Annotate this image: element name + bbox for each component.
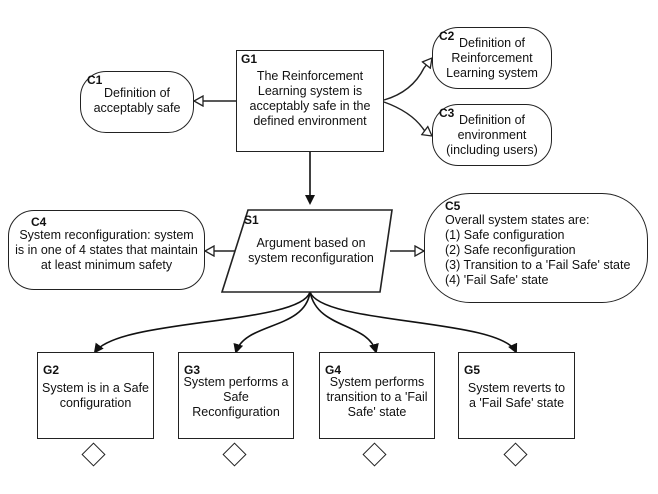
goal-g3[interactable] <box>178 352 294 439</box>
context-c5-item: (1) Safe configuration <box>445 228 565 242</box>
context-c4-id: C4 <box>31 215 47 229</box>
context-c2[interactable] <box>432 27 552 89</box>
goal-g3-text: System performs a Safe Reconfiguration <box>183 375 289 419</box>
link-g1-c2 <box>384 58 432 100</box>
context-c5-id: C5 <box>445 199 461 213</box>
context-c5-title: Overall system states are: <box>445 213 590 227</box>
strategy-s1-id: S1 <box>244 213 259 227</box>
goal-g4-id: G4 <box>325 363 342 377</box>
goal-g1[interactable] <box>236 50 384 152</box>
goal-g1-id: G1 <box>241 52 258 66</box>
strategy-s1-text: Argument based on system reconfiguration <box>248 236 374 265</box>
context-c4-text: System reconfiguration: system is in one of 4 states that maintain at least minimum safety <box>15 228 198 272</box>
goal-g4[interactable] <box>319 352 435 439</box>
context-c2-text: Definition of Reinforcement Learning system <box>446 36 538 80</box>
context-c3-id: C3 <box>439 106 455 120</box>
context-c3[interactable] <box>432 104 552 166</box>
context-c1-id: C1 <box>87 73 103 87</box>
context-c3-text: Definition of environment (including users) <box>446 113 538 157</box>
context-c5-item: (2) Safe reconfiguration <box>445 243 576 257</box>
goal-g5-text: System reverts to a 'Fail Safe' state <box>467 381 566 410</box>
context-c5[interactable] <box>424 193 648 303</box>
context-c5-item: (3) Transition to a 'Fail Safe' state <box>445 258 631 272</box>
context-c2-id: C2 <box>439 29 455 43</box>
goal-g5[interactable] <box>458 352 575 439</box>
goal-g3-id: G3 <box>184 363 201 377</box>
goal-g2-text: System is in a Safe configuration <box>42 381 149 410</box>
link-s1-g2 <box>95 292 310 352</box>
context-c1-text: Definition of acceptably safe <box>93 86 181 115</box>
link-g1-c3 <box>384 102 432 136</box>
goal-g5-id: G5 <box>464 363 481 377</box>
goal-g2[interactable] <box>37 352 154 439</box>
goal-g1-text: The Reinforcement Learning system is acceptably safe in the defined environment <box>249 69 371 128</box>
goal-g4-text: System performs transition to a 'Fail Safe' state <box>326 375 428 419</box>
goal-g2-id: G2 <box>43 363 60 377</box>
context-c1[interactable] <box>80 71 194 133</box>
context-c4[interactable] <box>8 210 205 290</box>
context-c5-body <box>445 213 645 288</box>
link-s1-g3 <box>236 292 310 352</box>
context-c5-item: (4) 'Fail Safe' state <box>445 273 549 287</box>
